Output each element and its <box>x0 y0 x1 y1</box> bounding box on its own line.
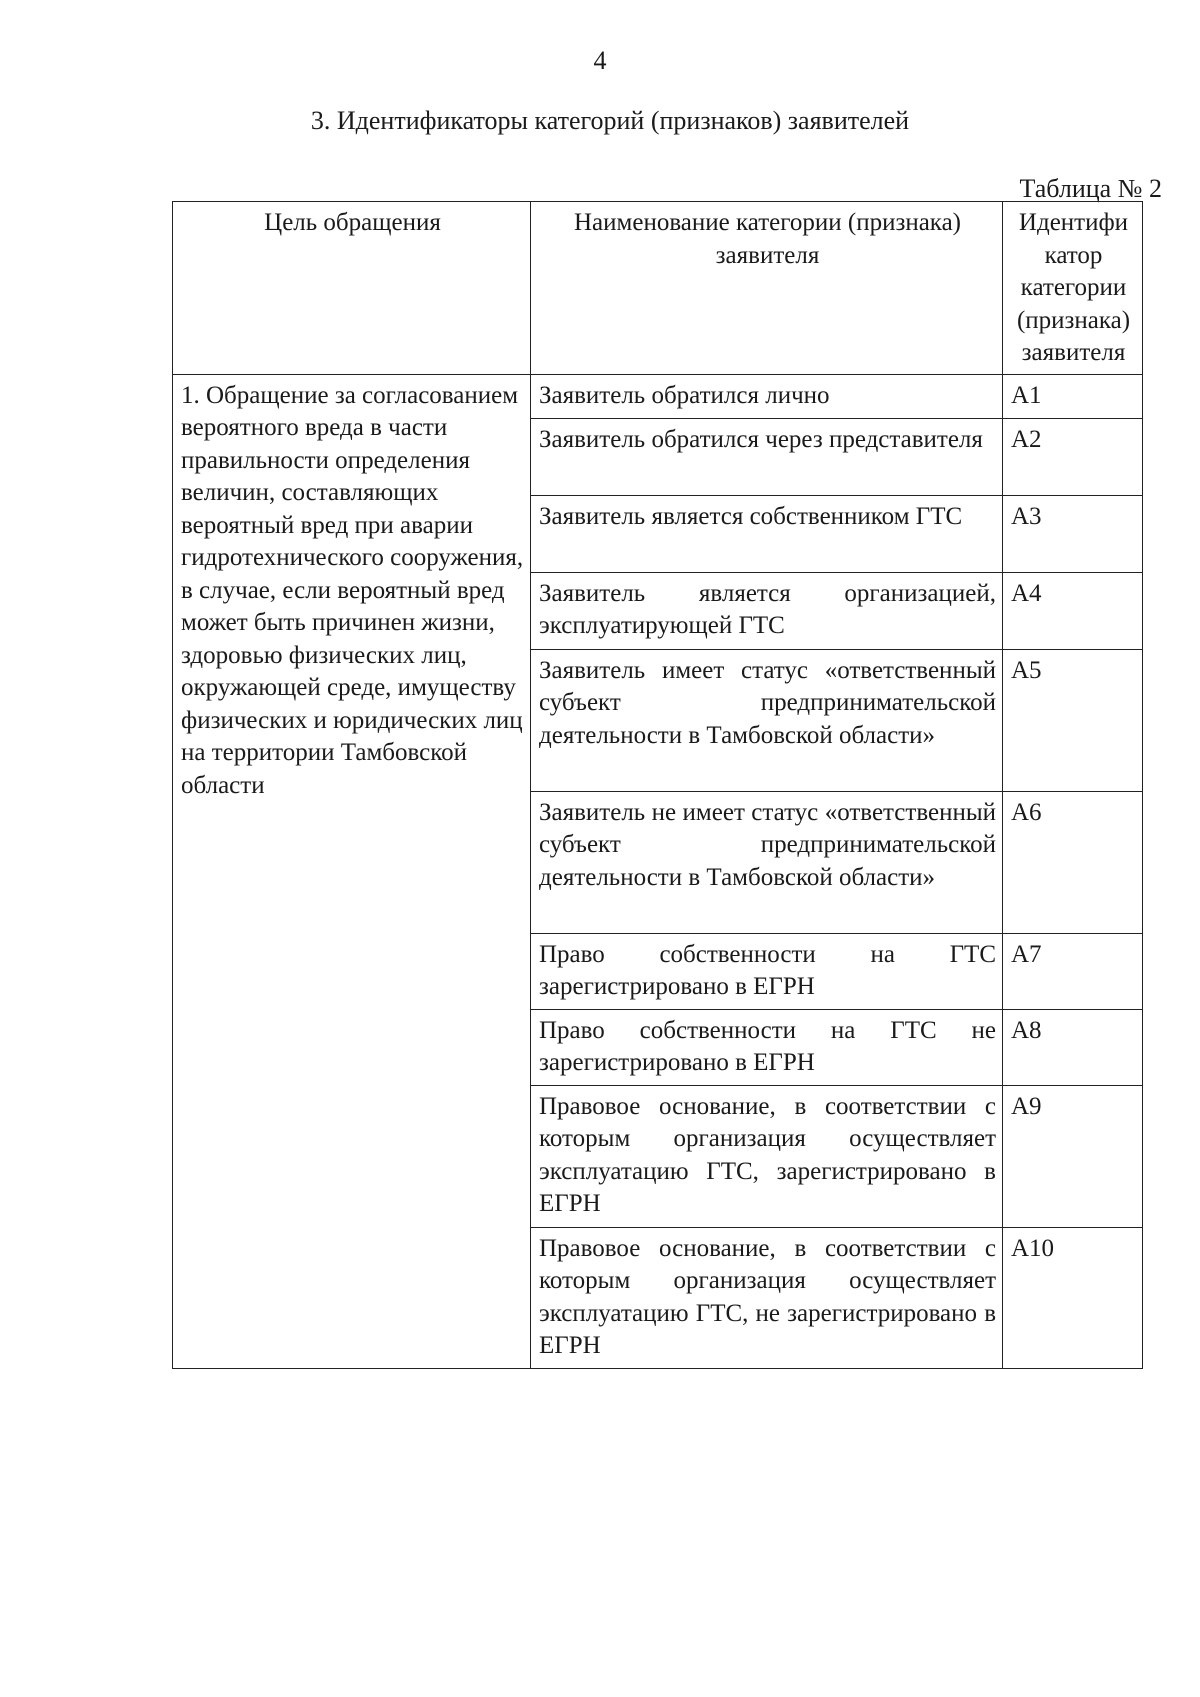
category-id-cell: А9 <box>1003 1085 1143 1227</box>
header-category-name: Наименование категории (признака) заявителя <box>531 202 1003 375</box>
section-title: 3. Идентификаторы категорий (признаков) заявителей <box>310 106 910 135</box>
category-name-cell: Право собственности на ГТС не зарегистрировано в ЕГРН <box>531 1009 1003 1085</box>
table-row <box>173 374 1143 418</box>
category-id-cell: А4 <box>1003 572 1143 649</box>
category-name-cell: Правовое основание, в соответствии с которым организация осуществляет эксплуатацию ГТС, не зарегистрировано в ЕГРН <box>531 1227 1003 1368</box>
category-name-cell: Заявитель имеет статус «ответственный субъект предпринимательской деятельности в Тамбовской области» <box>531 649 1003 791</box>
category-name-cell: Правовое основание, в соответствии с которым организация осуществляет эксплуатацию ГТС, зарегистрировано в ЕГРН <box>531 1085 1003 1227</box>
category-name-cell: Заявитель является организацией, эксплуатирующей ГТС <box>531 572 1003 649</box>
header-purpose: Цель обращения <box>173 202 531 375</box>
applicant-categories-table <box>172 201 1143 1369</box>
page-number: 4 <box>593 46 607 75</box>
category-name-cell: Заявитель обратился через представителя <box>531 418 1003 495</box>
category-name-cell: Заявитель не имеет статус «ответственный субъект предпринимательской деятельности в Тамбовской области» <box>531 791 1003 933</box>
category-id-cell: А8 <box>1003 1009 1143 1085</box>
table-caption: Таблица № 2 <box>1019 174 1162 203</box>
category-id-cell: А3 <box>1003 495 1143 572</box>
category-id-cell: А1 <box>1003 374 1143 418</box>
category-id-cell: А10 <box>1003 1227 1143 1368</box>
table-header-row <box>173 202 1143 375</box>
category-name-cell: Заявитель является собственником ГТС <box>531 495 1003 572</box>
category-id-cell: А2 <box>1003 418 1143 495</box>
purpose-cell: 1. Обращение за согласованием вероятного вреда в части правильности определения величин, составляющих вероятный вред при аварии гидротехнического сооружения, в случае, если вероятный вред может быть причинен жизни, здоровью физических лиц, окружающей среде, имуществу физических и юридических лиц на территории Тамбовской области <box>173 374 531 1368</box>
category-id-cell: А6 <box>1003 791 1143 933</box>
category-id-cell: А7 <box>1003 933 1143 1009</box>
category-name-cell: Заявитель обратился лично <box>531 374 1003 418</box>
category-name-cell: Право собственности на ГТС зарегистрировано в ЕГРН <box>531 933 1003 1009</box>
header-identifier: Идентифи катор категории (признака) заявителя <box>1003 202 1143 375</box>
category-id-cell: А5 <box>1003 649 1143 791</box>
